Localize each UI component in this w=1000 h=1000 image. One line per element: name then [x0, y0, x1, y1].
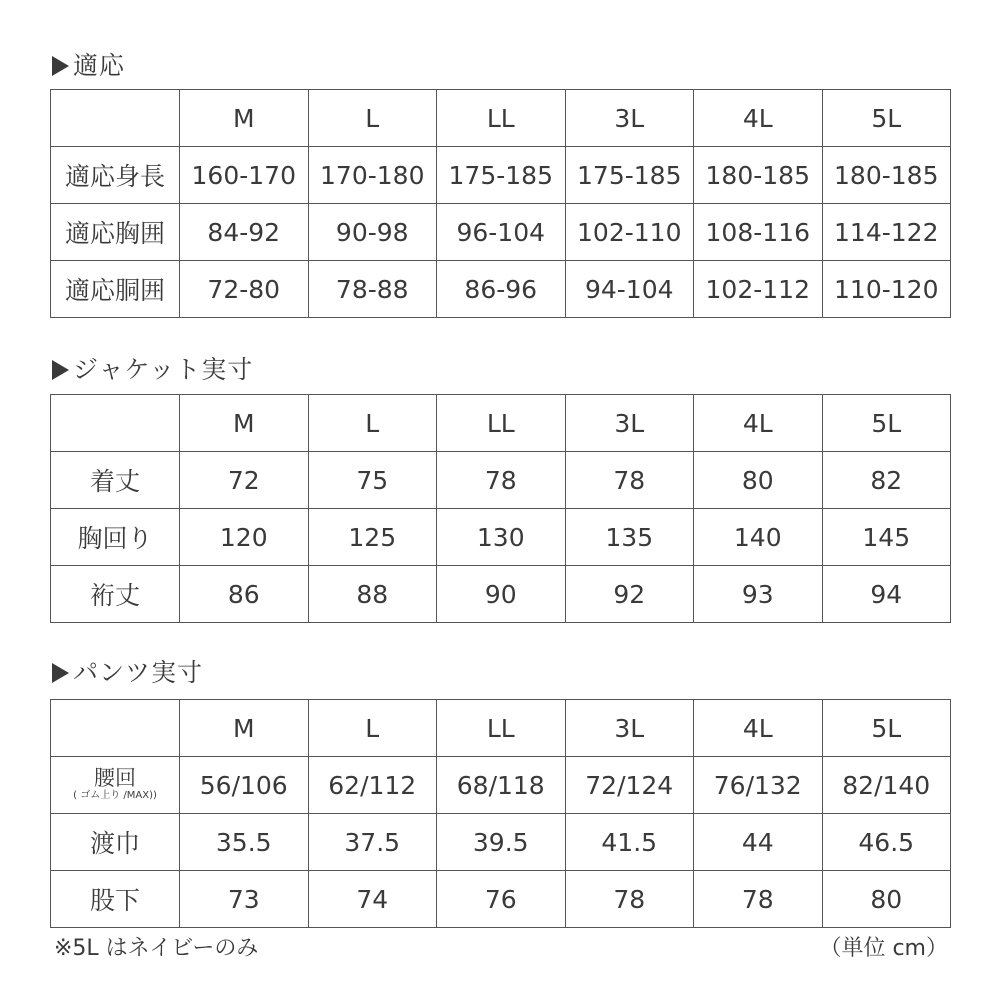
- table-cell: 72/124: [565, 757, 694, 814]
- row-label: 胸回り: [51, 509, 180, 566]
- row-label: 股下: [51, 871, 180, 928]
- row-label: 適応身長: [51, 147, 180, 204]
- table-cell: 82: [822, 452, 951, 509]
- row-label-main: 腰回: [94, 766, 136, 790]
- row-label: 裄丈: [51, 566, 180, 623]
- size-header: 4L: [694, 395, 823, 452]
- table-cell: 80: [822, 871, 951, 928]
- row-label: 着丈: [51, 452, 180, 509]
- size-header: LL: [437, 90, 566, 147]
- table-cell: 110-120: [822, 261, 951, 318]
- table-cell: 114-122: [822, 204, 951, 261]
- table-cell: 92: [565, 566, 694, 623]
- table-cell: 145: [822, 509, 951, 566]
- table-cell: 135: [565, 509, 694, 566]
- table-row: [51, 452, 951, 509]
- table-cell: 90: [437, 566, 566, 623]
- table-cell: 175-185: [437, 147, 566, 204]
- size-header: 4L: [694, 700, 823, 757]
- size-header: 5L: [822, 395, 951, 452]
- header-row: [51, 700, 951, 757]
- table-cell: 75: [308, 452, 437, 509]
- size-header: LL: [437, 700, 566, 757]
- table-cell: 80: [694, 452, 823, 509]
- size-header: 3L: [565, 395, 694, 452]
- pants-size-table: [50, 699, 951, 928]
- table-row: [51, 814, 951, 871]
- row-label: 適応胴囲: [51, 261, 180, 318]
- triangle-bullet-icon: [52, 663, 69, 683]
- table-row: [51, 871, 951, 928]
- table-cell: 78: [437, 452, 566, 509]
- table-cell: 62/112: [308, 757, 437, 814]
- section-title-fit: [52, 50, 125, 82]
- size-header: L: [308, 395, 437, 452]
- section-title-jacket: [52, 354, 253, 386]
- row-label: 渡巾: [51, 814, 180, 871]
- table-row: [51, 566, 951, 623]
- size-header: 5L: [822, 90, 951, 147]
- table-cell: 76/132: [694, 757, 823, 814]
- table-cell: 35.5: [180, 814, 309, 871]
- row-label-sub: ( ゴム上り /MAX)): [73, 790, 157, 801]
- table-cell: 180-185: [694, 147, 823, 204]
- table-cell: 84-92: [180, 204, 309, 261]
- table-cell: 56/106: [180, 757, 309, 814]
- table-cell: 93: [694, 566, 823, 623]
- size-header: L: [308, 700, 437, 757]
- table-cell: 72: [180, 452, 309, 509]
- table-row: [51, 261, 951, 318]
- footnote-navy-only: ※5L はネイビーのみ: [54, 936, 259, 961]
- table-cell: 86: [180, 566, 309, 623]
- corner-cell: [51, 395, 180, 452]
- triangle-bullet-icon: [52, 360, 69, 380]
- table-cell: 78: [565, 871, 694, 928]
- table-cell: 170-180: [308, 147, 437, 204]
- table-cell: 96-104: [437, 204, 566, 261]
- row-label: [51, 757, 180, 814]
- table-cell: 78-88: [308, 261, 437, 318]
- size-header: 3L: [565, 90, 694, 147]
- table-cell: 160-170: [180, 147, 309, 204]
- fit-size-table: [50, 89, 951, 318]
- triangle-bullet-icon: [52, 56, 69, 76]
- size-header: L: [308, 90, 437, 147]
- table-cell: 175-185: [565, 147, 694, 204]
- size-header: M: [180, 395, 309, 452]
- table-cell: 125: [308, 509, 437, 566]
- table-row: [51, 757, 951, 814]
- table-cell: 76: [437, 871, 566, 928]
- section-title-text: 適応: [73, 51, 126, 80]
- table-cell: 73: [180, 871, 309, 928]
- size-header: 3L: [565, 700, 694, 757]
- corner-cell: [51, 90, 180, 147]
- unit-note: （単位 cm）: [819, 936, 948, 961]
- table-cell: 102-112: [694, 261, 823, 318]
- table-cell: 108-116: [694, 204, 823, 261]
- corner-cell: [51, 700, 180, 757]
- size-header: 4L: [694, 90, 823, 147]
- table-cell: 86-96: [437, 261, 566, 318]
- header-row: [51, 395, 951, 452]
- table-cell: 44: [694, 814, 823, 871]
- table-cell: 140: [694, 509, 823, 566]
- table-cell: 102-110: [565, 204, 694, 261]
- table-cell: 94-104: [565, 261, 694, 318]
- header-row: [51, 90, 951, 147]
- table-row: [51, 147, 951, 204]
- table-cell: 41.5: [565, 814, 694, 871]
- size-header: M: [180, 700, 309, 757]
- table-cell: 78: [694, 871, 823, 928]
- table-cell: 120: [180, 509, 309, 566]
- table-row: [51, 509, 951, 566]
- jacket-size-table: [50, 394, 951, 623]
- section-title-text: ジャケット実寸: [73, 355, 254, 384]
- table-cell: 130: [437, 509, 566, 566]
- table-cell: 37.5: [308, 814, 437, 871]
- table-cell: 180-185: [822, 147, 951, 204]
- table-cell: 82/140: [822, 757, 951, 814]
- section-title-text: パンツ実寸: [73, 658, 204, 687]
- table-row: [51, 204, 951, 261]
- table-cell: 74: [308, 871, 437, 928]
- table-cell: 72-80: [180, 261, 309, 318]
- row-label: 適応胸囲: [51, 204, 180, 261]
- section-title-pants: [52, 657, 203, 689]
- size-header: 5L: [822, 700, 951, 757]
- table-cell: 68/118: [437, 757, 566, 814]
- table-cell: 39.5: [437, 814, 566, 871]
- size-header: LL: [437, 395, 566, 452]
- size-header: M: [180, 90, 309, 147]
- table-cell: 78: [565, 452, 694, 509]
- table-cell: 94: [822, 566, 951, 623]
- table-cell: 88: [308, 566, 437, 623]
- table-cell: 46.5: [822, 814, 951, 871]
- table-cell: 90-98: [308, 204, 437, 261]
